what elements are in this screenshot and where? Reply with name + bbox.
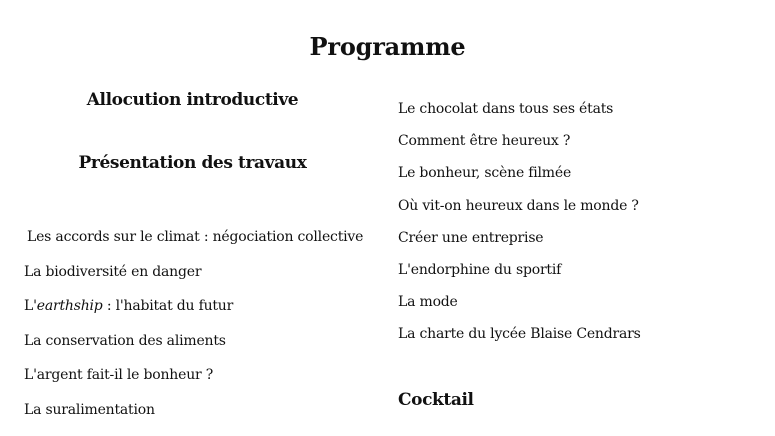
program-item-charte: La charte du lycée Blaise Cendrars [398,326,641,343]
program-item-suralimentation: La suralimentation [24,401,155,418]
program-item-chocolat: Le chocolat dans tous ses états [398,101,614,117]
cocktail-heading: Cocktail [398,390,474,410]
intro-heading: Allocution introductive [86,90,299,110]
earthship-prefix: L' [24,298,37,314]
program-item-entreprise: Créer une entreprise [398,229,544,246]
earthship-suffix: : l'habitat du futur [102,298,234,314]
program-item-argent: L'argent fait-il le bonheur ? [24,367,214,383]
right-program-list [398,101,641,359]
program-item-earthship [24,298,363,333]
program-item-bonheur-filme: Le bonheur, scène filmée [398,165,572,182]
presentation-heading: Présentation des travaux [78,153,307,173]
left-program-list [24,229,363,436]
program-item-conservation: La conservation des aliments [24,332,226,349]
program-item-biodiversite: La biodiversité en danger [24,263,202,280]
program-item-endorphine: L'endorphine du sportif [398,261,562,278]
page-title: Programme [309,32,466,61]
program-item-mode: La mode [398,294,458,311]
program-item-heureux: Comment être heureux ? [398,133,571,150]
program-item-climat: Les accords sur le climat : négociation collective [27,229,364,245]
earthship-italic: earthship [36,298,103,314]
program-item-monde: Où vit-on heureux dans le monde ? [398,197,639,214]
